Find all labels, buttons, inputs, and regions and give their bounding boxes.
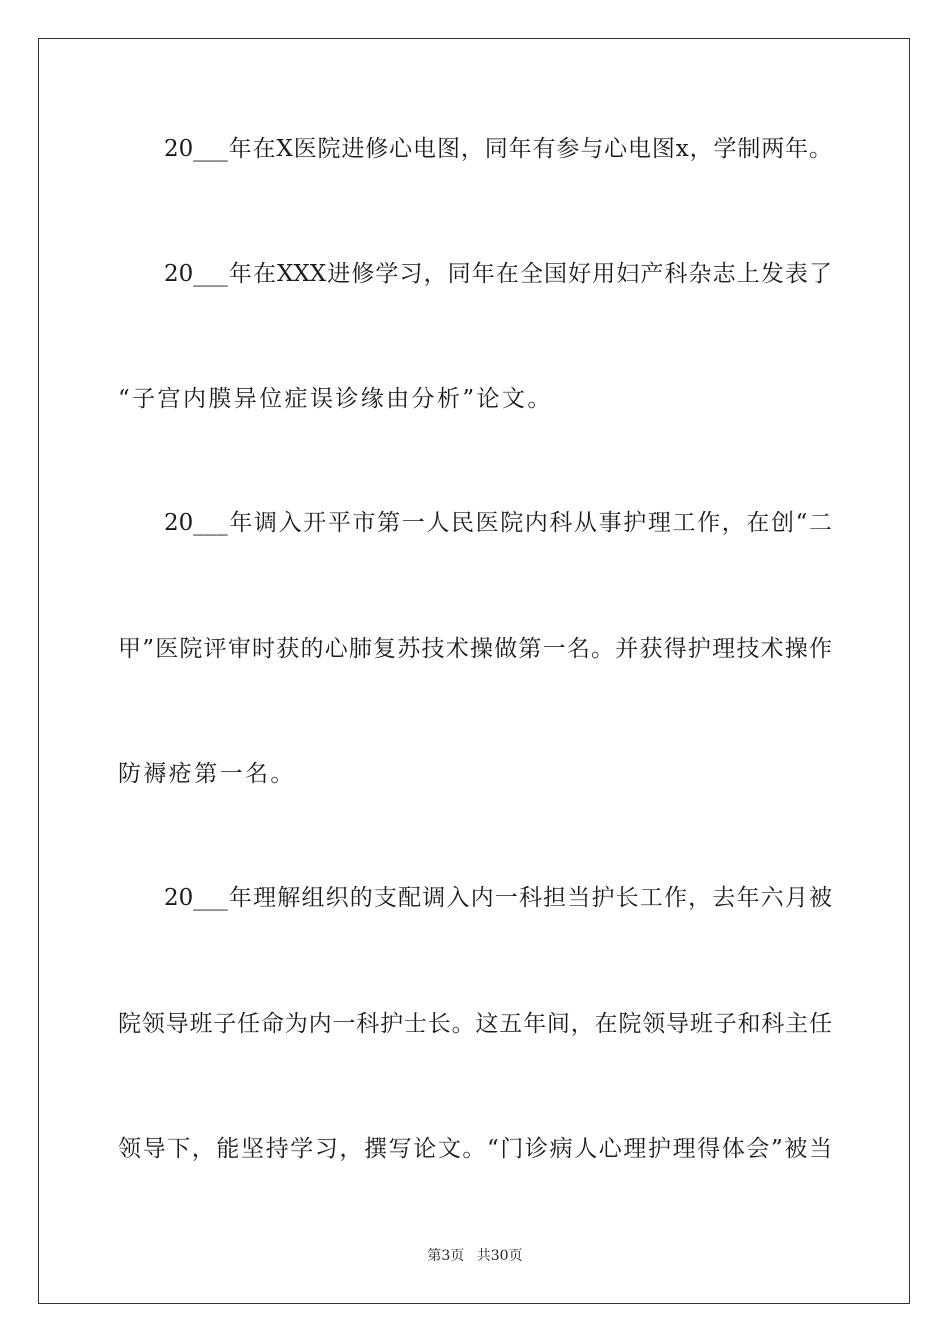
paragraph-line-7: 20___年理解组织的支配调入内一科担当护长工作，去年六月被 [164,885,832,911]
paragraph-line-8: 院领导班子任命为内一科护士长。这五年间，在院领导班子和科主任 [118,1011,832,1037]
page-footer [0,1247,950,1265]
paragraph-line-5: 甲”医院评审时获的心肺复苏技术操做第一名。并获得护理技术操作 [118,636,832,662]
paragraph-line-4: 20___年调入开平市第一人民医院内科从事护理工作，在创“二 [164,510,832,536]
paragraph-line-3: “子宫内膜异位症误诊缘由分析”论文。 [118,386,553,412]
page-border [38,38,910,1304]
paragraph-line-1: 20___年在X医院进修心电图，同年有参与心电图x，学制两年。 [164,136,832,162]
paragraph-line-2: 20___年在XXX进修学习，同年在全国好用妇产科杂志上发表了 [164,261,832,287]
paragraph-line-9: 领导下，能坚持学习，撰写论文。“门诊病人心理护理得体会”被当 [118,1136,832,1162]
page-number: 第3页 [427,1248,465,1264]
paragraph-line-6: 防褥疮第一名。 [118,761,296,787]
total-pages: 共30页 [476,1248,523,1264]
